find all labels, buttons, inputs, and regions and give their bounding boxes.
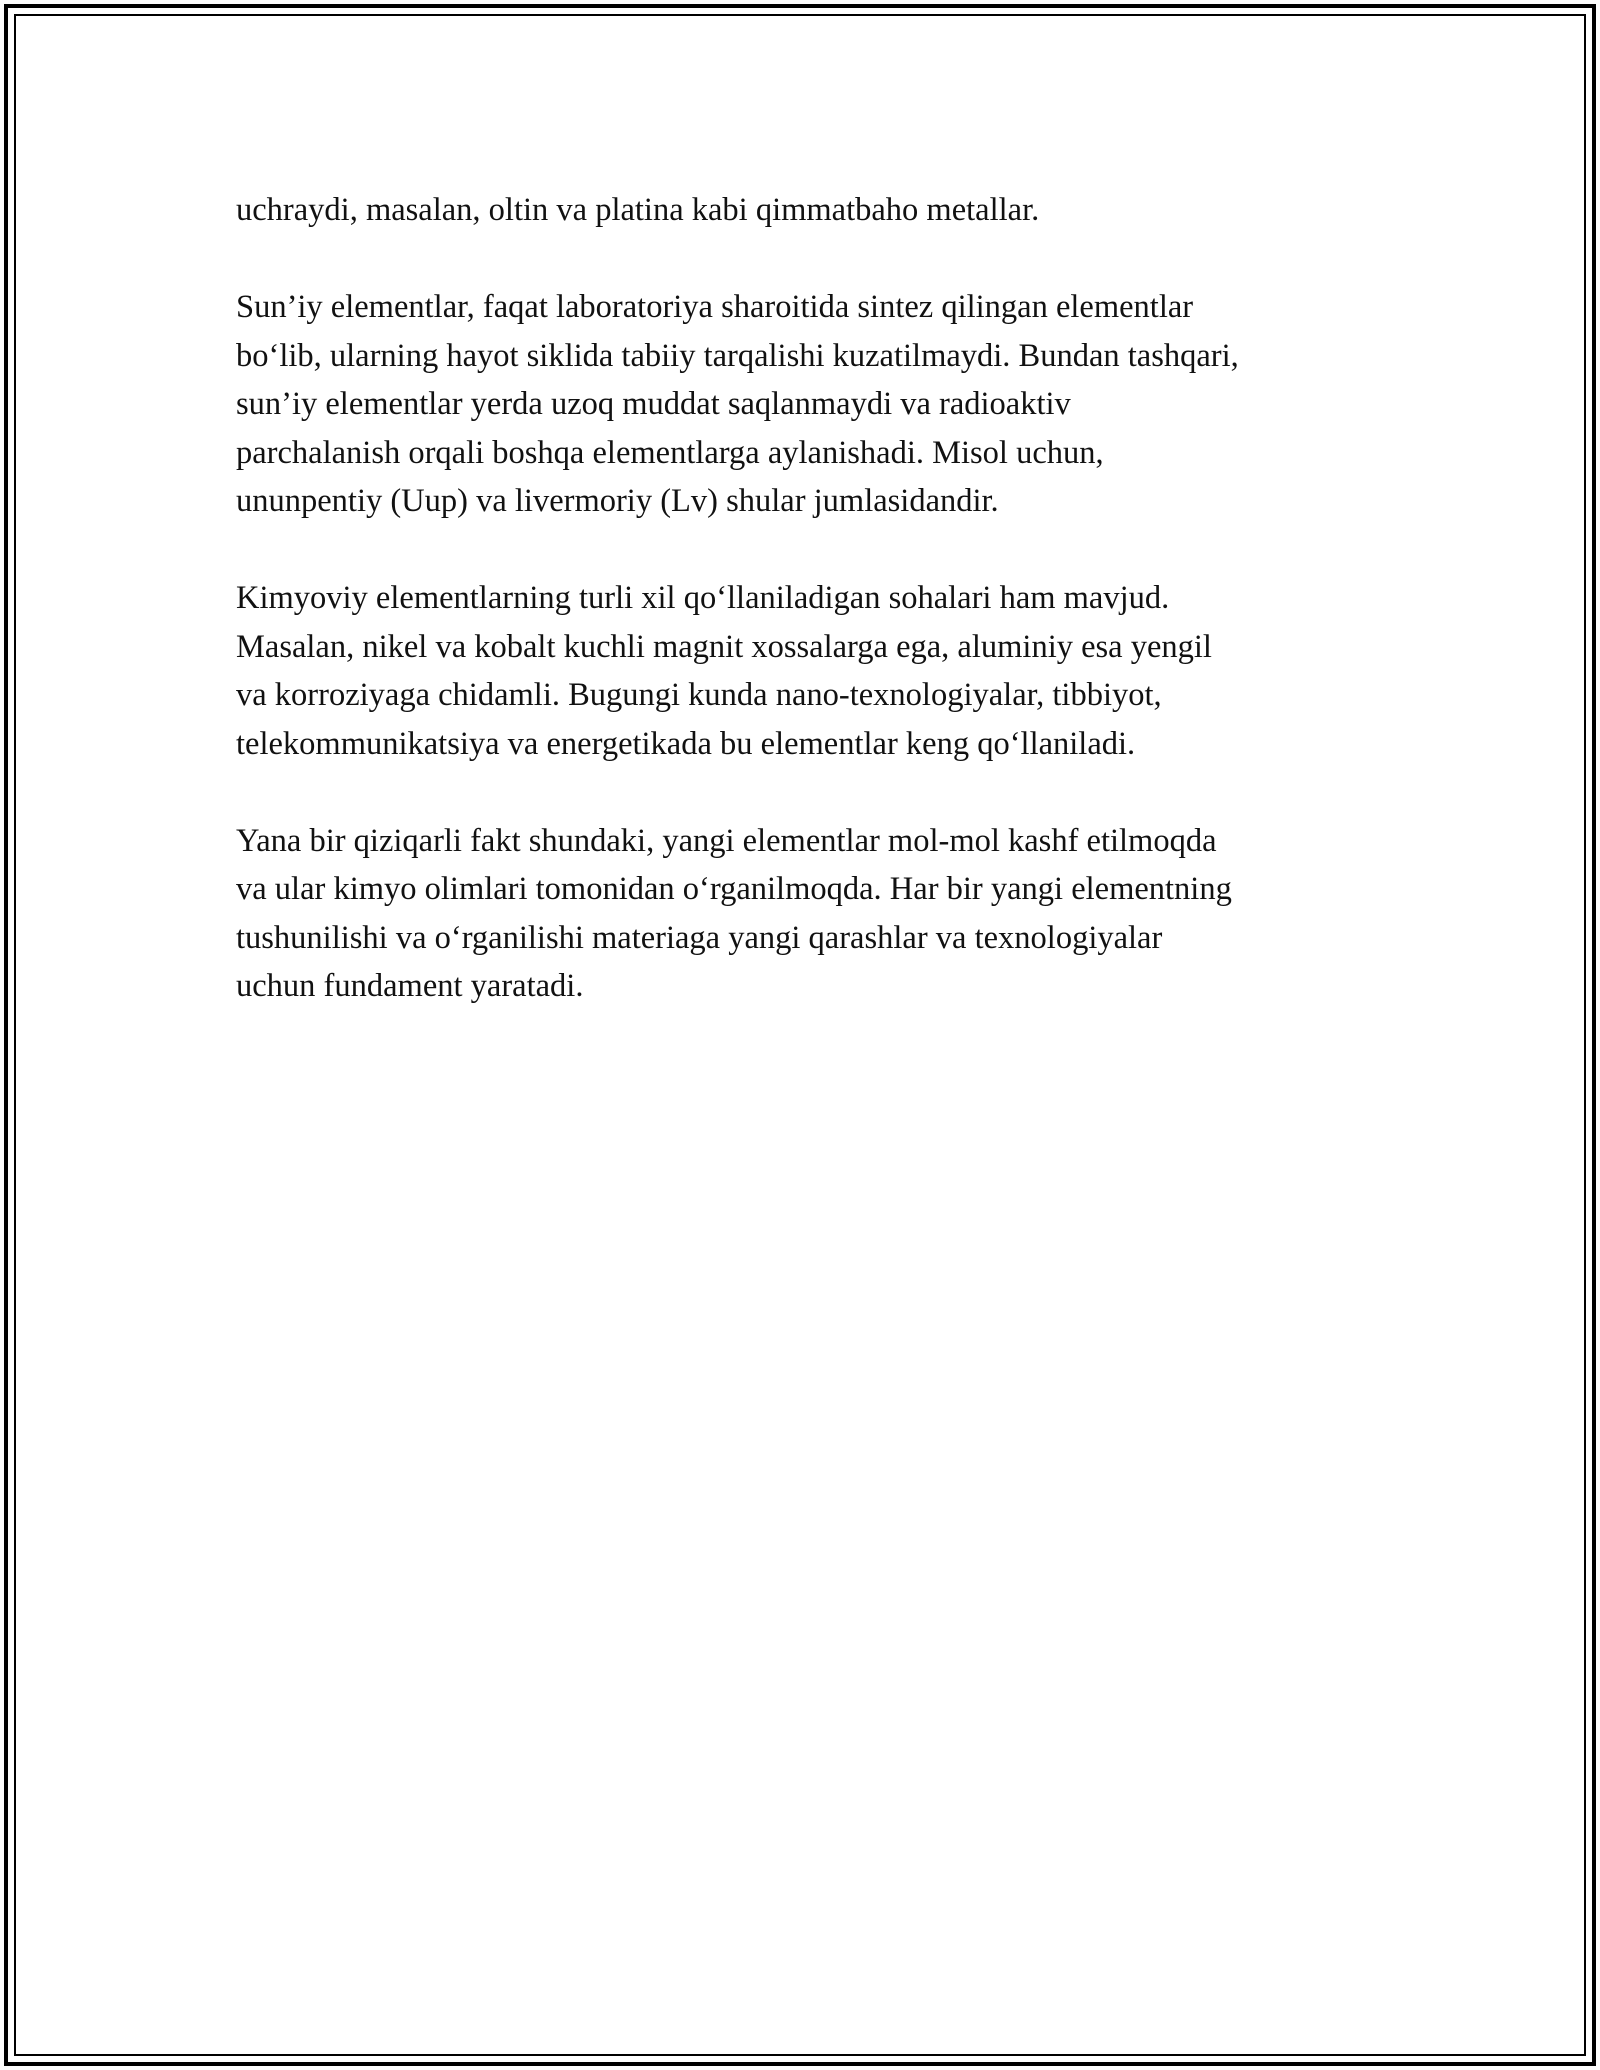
paragraph-3: Kimyoviy elementlarning turli xil qo‘llaniladigan sohalari ham mavjud. Masalan, nikel va kobalt kuchli magnit xossalarga ega, aluminiy esa yengil va korroziyaga chidamli. Bugungi kunda nano-texnologiyalar, tibbiyot, telekommunikatsiya va energetikada bu elementlar keng qo‘llaniladi. xyxy=(236,580,1212,762)
document-body xyxy=(236,186,1376,1059)
paragraph-2: Sun’iy elementlar, faqat laboratoriya sharoitida sintez qilingan elementlar bo‘lib, ularning hayot siklida tabiiy tarqalishi kuzatilmaydi. Bundan tashqari, sun’iy elementlar yerda uzoq muddat saqlanmaydi va radioaktiv parchalanish orqali boshqa elementlarga aylanishadi. Misol uchun, ununpentiy (Uup) va livermoriy (Lv) shular jumlasidandir. xyxy=(236,289,1239,519)
paragraph-1: uchraydi, masalan, oltin va platina kabi qimmatbaho metallar. xyxy=(236,192,1040,228)
paragraph-4: Yana bir qiziqarli fakt shundaki, yangi elementlar mol-mol kashf etilmoqda va ular kimyo olimlari tomonidan o‘rganilmoqda. Har bir yangi elementning tushunilishi va o‘rganilishi materiaga yangi qarashlar va texnologiyalar uchun fundament yaratadi. xyxy=(236,822,1232,1004)
